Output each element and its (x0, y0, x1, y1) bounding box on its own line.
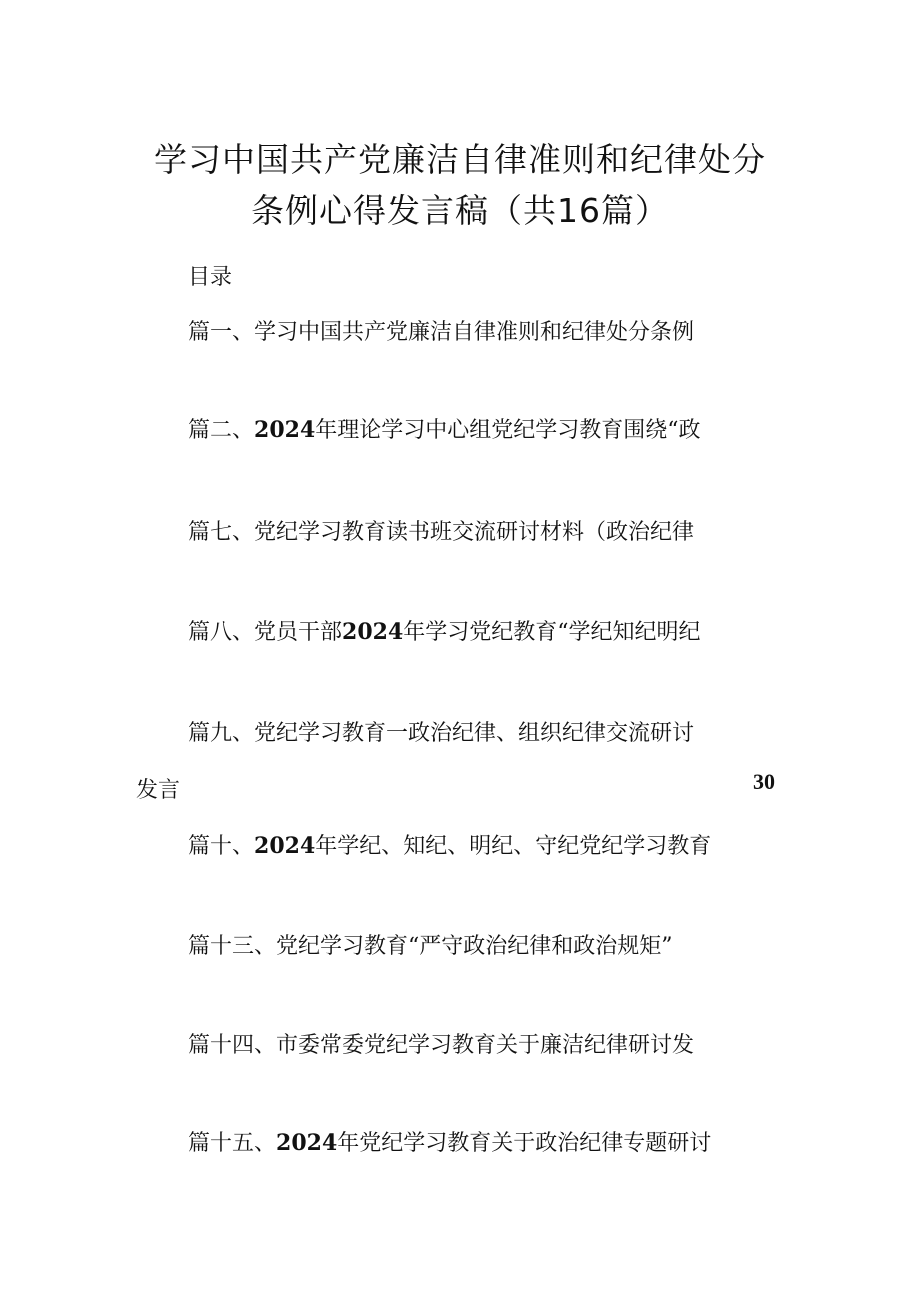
toc-entry-prefix: 篇八、党员干部 (188, 620, 343, 645)
toc-entry-prefix: 篇一、 (188, 320, 255, 345)
toc-entry-prefix: 篇七、 (188, 520, 255, 545)
toc-entry-text: 年学习党纪教育“学纪知纪明纪 (403, 620, 701, 645)
toc-entry-1[interactable] (188, 315, 723, 346)
toc-entry-4[interactable] (188, 615, 723, 646)
toc-entry-continuation: 发言 (136, 778, 181, 803)
document-title-line-2: 条例心得发言稿（共16篇） (251, 191, 669, 230)
toc-entry-prefix: 篇二、 (188, 418, 255, 443)
toc-entry-year: 2024 (254, 417, 316, 443)
toc-entry-text: 市委常委党纪学习教育关于廉洁纪律研讨发 (276, 1033, 695, 1058)
toc-entry-2[interactable] (188, 413, 723, 444)
toc-entry-8[interactable] (188, 1028, 723, 1059)
toc-entry-prefix: 篇九、 (188, 721, 255, 746)
toc-entry-prefix: 篇十、 (188, 834, 255, 859)
toc-page-number: 30 (753, 769, 775, 794)
toc-entry-text: 党纪学习教育一政治纪律、组织纪律交流研讨 (254, 721, 695, 746)
toc-entry-9[interactable] (188, 1126, 723, 1157)
toc-entry-text: 党纪学习教育“严守政治纪律和政治规矩” (276, 934, 673, 959)
toc-heading: 目录 (188, 265, 233, 290)
toc-entry-prefix: 篇十三、 (188, 934, 277, 959)
toc-entry-year: 2024 (342, 619, 404, 645)
toc-entry-year: 2024 (254, 833, 316, 859)
toc-entry-text: 学习中国共产党廉洁自律准则和纪律处分条例 (254, 320, 695, 345)
toc-entry-text: 年学纪、知纪、明纪、守纪党纪学习教育 (315, 834, 712, 859)
toc-entry-3[interactable] (188, 515, 723, 546)
document-title-line-1: 学习中国共产党廉洁自律准则和纪律处分 (154, 140, 766, 179)
toc-entry-5[interactable] (188, 716, 723, 747)
toc-entry-text: 年理论学习中心组党纪学习教育围绕“政 (315, 418, 701, 443)
toc-entry-prefix: 篇十四、 (188, 1033, 277, 1058)
toc-entry-7[interactable] (188, 929, 723, 960)
toc-entry-text: 党纪学习教育读书班交流研讨材料（政治纪律 (254, 520, 695, 545)
toc-entry-prefix: 篇十五、 (188, 1131, 277, 1156)
toc-entry-6[interactable] (188, 829, 723, 860)
toc-entry-year: 2024 (276, 1130, 338, 1156)
toc-entry-text: 年党纪学习教育关于政治纪律专题研讨 (337, 1131, 712, 1156)
